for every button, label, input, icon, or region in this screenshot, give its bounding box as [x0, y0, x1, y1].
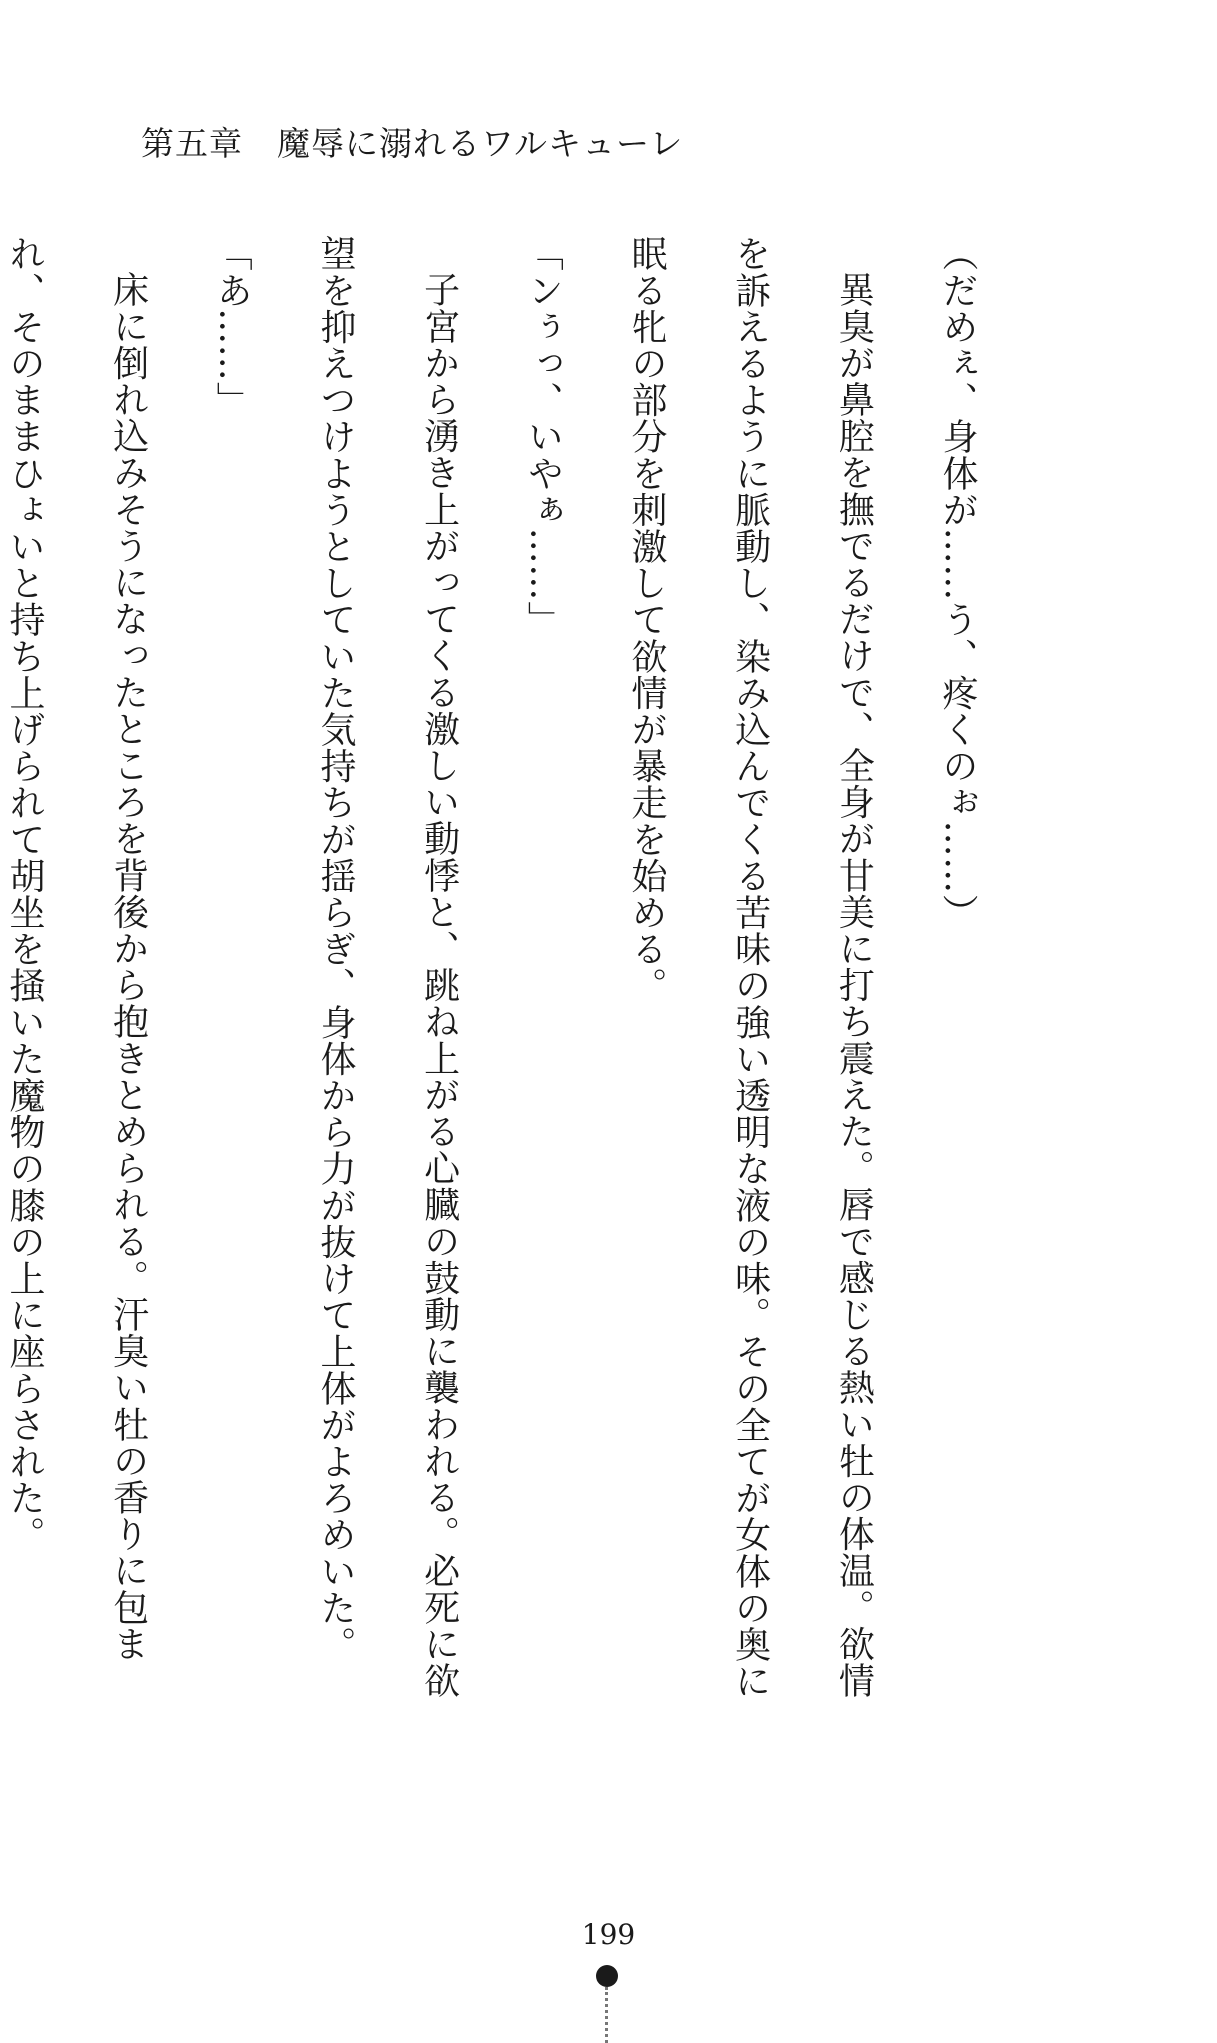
paragraph: 「あ……」 — [211, 235, 253, 418]
paragraph: （だめぇ、身体が……う、疼くのぉ……） — [937, 235, 978, 931]
body-text — [0, 235, 1009, 1705]
paragraph: 子宮から湧き上がってくる激しい動悸と、跳ね上がる心臓の鼓動に襲われる。必死に欲望を抑えつけようとしていた気持ちが揺らぎ、身体から力が抜けて上体がよろめいた。 — [314, 235, 460, 1699]
running-head-chapter-title: 第五章 魔辱に溺れるワルキューレ — [141, 124, 684, 163]
page-marker-line — [605, 1987, 608, 2043]
paragraph: 異臭が鼻腔を撫でるだけで、全身が甘美に打ち震えた。唇で感じる熱い牡の体温。欲情を訴えるように脈動し、染み込んでくる苦味の強い透明な液の味。その全てが女体の奥に眠る牝の部分を刺激して欲情が暴走を始める。 — [625, 235, 875, 1699]
paragraph: 床に倒れ込みそうになったところを背後から抱きとめられる。汗臭い牡の香りに包まれ、そのままひょいと持ち上げられて胡坐を掻いた魔物の膝の上に座らされた。 — [3, 235, 149, 1662]
page-marker-dot — [596, 1965, 618, 1987]
paragraph: 「ンぅっ、いやぁ……」 — [522, 235, 564, 638]
page-number: 199 — [581, 1918, 636, 1951]
